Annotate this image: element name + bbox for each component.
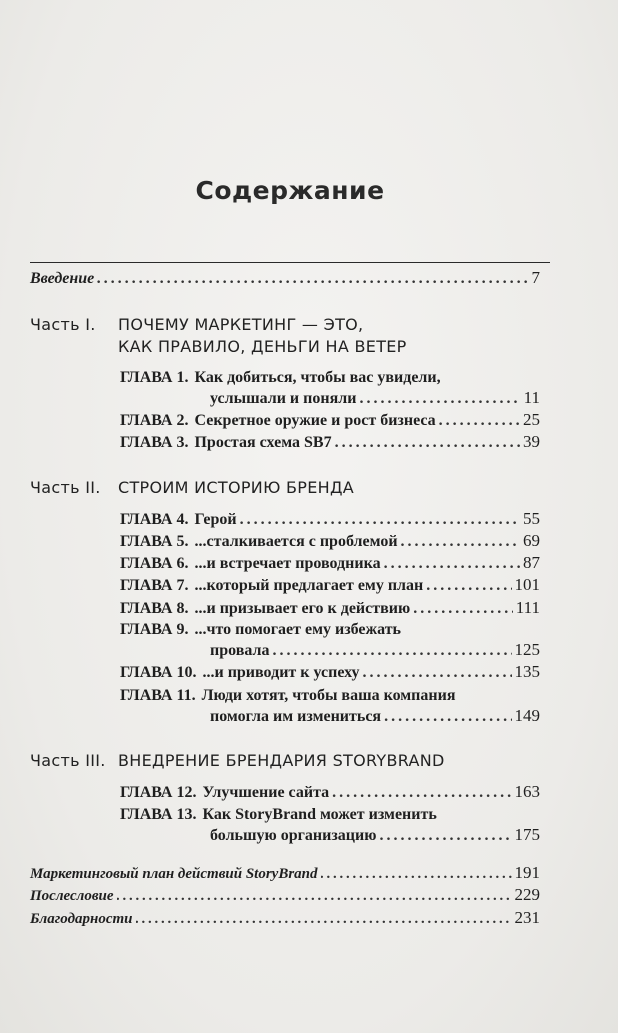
chapter-number: ГЛАВА 8. — [120, 600, 189, 617]
chapter-number: ГЛАВА 9. — [120, 621, 189, 638]
toc-chapter-4[interactable] — [120, 509, 540, 530]
chapter-title: ...сталкивается с проблемой — [194, 533, 398, 550]
chapter-number: ГЛАВА 12. — [120, 784, 197, 801]
toc-chapter-13-line2[interactable] — [210, 825, 540, 846]
toc-chapter-11-line2[interactable] — [210, 706, 540, 727]
dot-leader — [426, 576, 511, 596]
chapter-number: ГЛАВА 7. — [120, 577, 189, 594]
dot-leader — [359, 389, 520, 409]
part-title-line2: КАК ПРАВИЛО, ДЕНЬГИ НА ВЕТЕР — [118, 337, 407, 356]
dot-leader — [439, 411, 520, 431]
part-title-line1: СТРОИМ ИСТОРИЮ БРЕНДА — [118, 478, 355, 497]
page-title: Содержание — [195, 176, 385, 205]
part-label: Часть II. — [30, 478, 101, 497]
dot-leader — [362, 663, 511, 683]
dot-leader — [413, 599, 513, 619]
toc-page-number: 7 — [531, 268, 540, 287]
toc-part-3[interactable] — [30, 750, 445, 772]
chapter-title: Как StoryBrand может изменить — [202, 806, 437, 823]
chapter-title: Герой — [194, 511, 237, 528]
part-label: Часть III. — [30, 751, 106, 770]
dot-leader — [117, 886, 512, 906]
toc-page-number: 231 — [514, 908, 540, 927]
dot-leader — [321, 864, 512, 884]
dot-leader — [401, 532, 520, 552]
toc-chapter-1-line1[interactable] — [120, 368, 441, 388]
dot-leader — [272, 641, 511, 661]
toc-page-number: 69 — [523, 531, 540, 550]
dot-leader — [332, 783, 511, 803]
dot-leader — [240, 510, 520, 530]
title-divider — [30, 262, 550, 263]
chapter-title: ...и встречает проводника — [194, 555, 381, 572]
chapter-number: ГЛАВА 6. — [120, 555, 189, 572]
chapter-title: Люди хотят, чтобы ваша компания — [201, 687, 456, 704]
chapter-number: ГЛАВА 1. — [120, 369, 189, 386]
toc-page-number: 11 — [523, 388, 540, 407]
chapter-title: ...и приводит к успеху — [202, 664, 360, 681]
toc-chapter-9-line1[interactable] — [120, 620, 401, 640]
toc-chapter-8[interactable] — [120, 598, 540, 619]
toc-entry-introduction[interactable] — [30, 268, 540, 289]
chapter-title-cont: большую организацию — [210, 827, 377, 844]
toc-page-number: 135 — [514, 662, 540, 681]
chapter-number: ГЛАВА 13. — [120, 806, 197, 823]
chapter-number: ГЛАВА 3. — [120, 434, 189, 451]
toc-page-number: 229 — [514, 885, 540, 904]
chapter-title: ...и призывает его к действию — [194, 600, 411, 617]
chapter-title: ...который предлагает ему план — [194, 577, 424, 594]
toc-entry-label: Маркетинговый план действий StoryBrand — [30, 866, 318, 882]
chapter-title-cont: помогла им измениться — [210, 708, 382, 725]
toc-part-2[interactable] — [30, 477, 354, 499]
toc-chapter-1-line2[interactable] — [210, 388, 540, 409]
toc-chapter-7[interactable] — [120, 575, 540, 596]
toc-page-number: 39 — [523, 432, 540, 451]
chapter-number: ГЛАВА 11. — [120, 687, 196, 704]
chapter-number: ГЛАВА 2. — [120, 412, 189, 429]
chapter-number: ГЛАВА 5. — [120, 533, 189, 550]
chapter-title: Улучшение сайта — [202, 784, 330, 801]
chapter-title-cont: услышали и поняли — [210, 390, 357, 407]
toc-page-number: 125 — [514, 640, 540, 659]
toc-chapter-3[interactable] — [120, 432, 540, 453]
toc-chapter-5[interactable] — [120, 531, 540, 552]
toc-chapter-9-line2[interactable] — [210, 640, 540, 661]
toc-entry-label: Послесловие — [30, 888, 114, 904]
toc-entry-label: Введение — [30, 270, 95, 287]
part-title-line1: ВНЕДРЕНИЕ БРЕНДАРИЯ STORYBRAND — [118, 751, 445, 770]
dot-leader — [379, 826, 511, 846]
chapter-title: Секретное оружие и рост бизнеса — [194, 412, 436, 429]
toc-page-number: 87 — [523, 553, 540, 572]
toc-entry-marketing-plan[interactable] — [30, 863, 540, 884]
chapter-number: ГЛАВА 10. — [120, 664, 197, 681]
toc-page-number: 101 — [514, 575, 540, 594]
toc-chapter-12[interactable] — [120, 782, 540, 803]
toc-chapter-2[interactable] — [120, 410, 540, 431]
dot-leader — [335, 433, 520, 453]
dot-leader — [384, 707, 511, 727]
toc-page-number: 55 — [523, 509, 540, 528]
toc-chapter-10[interactable] — [120, 662, 540, 683]
toc-entry-acknowledgements[interactable] — [30, 908, 540, 929]
toc-page-number: 149 — [514, 706, 540, 725]
part-label: Часть I. — [30, 315, 96, 334]
dot-leader — [136, 909, 512, 929]
chapter-title: Как добиться, чтобы вас увидели, — [194, 369, 441, 386]
toc-entry-afterword[interactable] — [30, 885, 540, 906]
dot-leader — [97, 269, 528, 289]
chapter-number: ГЛАВА 4. — [120, 511, 189, 528]
toc-entry-label: Благодарности — [30, 911, 133, 927]
toc-page-number: 25 — [523, 410, 540, 429]
chapter-title: ...что помогает ему избежать — [194, 621, 402, 638]
toc-chapter-11-line1[interactable] — [120, 686, 456, 706]
toc-page-number: 191 — [514, 863, 540, 882]
chapter-title-cont: провала — [210, 642, 270, 659]
chapter-title: Простая схема SB7 — [194, 434, 332, 451]
toc-page-number: 111 — [515, 598, 540, 617]
toc-page-number: 175 — [514, 825, 540, 844]
toc-page-number: 163 — [514, 782, 540, 801]
dot-leader — [384, 554, 520, 574]
part-title-line1: ПОЧЕМУ МАРКЕТИНГ — ЭТО, — [118, 315, 364, 334]
toc-chapter-13-line1[interactable] — [120, 805, 437, 825]
toc-part-1[interactable] — [30, 314, 407, 358]
toc-chapter-6[interactable] — [120, 553, 540, 574]
